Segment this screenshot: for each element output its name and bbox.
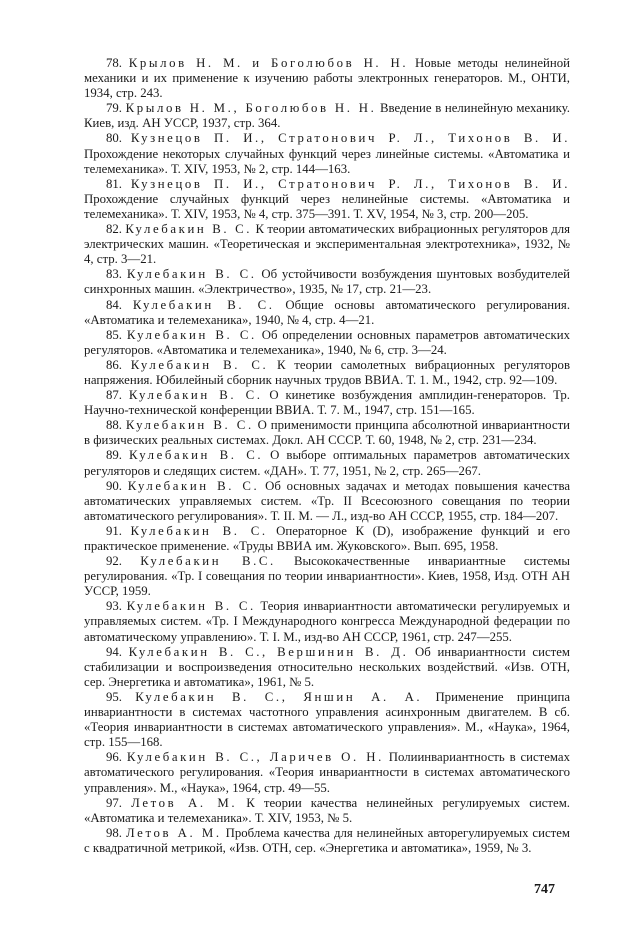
- bibliography-entry: [84, 101, 570, 131]
- bibliography-entry: [84, 388, 570, 418]
- bibliography-entry: [84, 599, 570, 644]
- bibliography-entry: [84, 328, 570, 358]
- bibliography-list: [84, 56, 570, 856]
- entry-text: Прохождение некоторых случайных функций через линейные системы. «Автоматика и телемеханика». Т. XIV, 1953, № 2, стр. 144—163.: [84, 146, 570, 176]
- entry-text: Операторное К (D), изображение функций и его практическое применение. «Труды ВВИА им. Жуковского». Вып. 695, 1958.: [84, 523, 571, 553]
- entry-authors: Кулебакин В. С.: [127, 478, 260, 493]
- bibliography-entry: [84, 131, 570, 176]
- entry-authors: Кулебакин В.С.: [140, 554, 276, 569]
- entry-text: К теории самолетных вибрационных регуляторов напряжения. Юбилейный сборник научных трудов ВВИА. Т. 1. М., 1942, стр. 92—109.: [84, 357, 570, 387]
- entry-number: 82.: [106, 222, 122, 237]
- bibliography-entry: [84, 358, 570, 388]
- entry-authors: Кулебакин В. С.: [128, 388, 263, 403]
- bibliography-entry: [84, 222, 570, 267]
- entry-authors: Крылов Н. М. и Боголюбов Н. Н.: [128, 56, 409, 70]
- entry-authors: Кулебакин В. С., Ларичев О. Н.: [126, 750, 384, 765]
- bibliography-entry: [84, 267, 570, 297]
- bibliography-entry: [84, 298, 570, 328]
- entry-number: 78.: [106, 56, 122, 70]
- entry-text: К теории автоматических вибрационных регуляторов для электрических машин. «Теоретическая и экспериментальная электротехника», 1932, № 4, стр. 3—21.: [84, 222, 570, 267]
- entry-text: О применимости принципа абсолютной инвариантности в физических реальных системах. Докл. АН СССР. Т. 60, 1948, № 2, стр. 231—234.: [84, 418, 571, 448]
- entry-number: 88.: [106, 418, 122, 433]
- entry-authors: Кулебакин В. С.: [125, 222, 253, 237]
- bibliography-entry: [84, 177, 570, 222]
- entry-authors: Летов А. М.: [131, 795, 238, 810]
- entry-number: 86.: [106, 357, 122, 372]
- entry-authors: Кузнецов П. И., Стратонович Р. Л., Тихонов В. И.: [130, 176, 570, 191]
- entry-authors: Кулебакин В. С.: [130, 357, 269, 372]
- entry-number: 95.: [106, 689, 122, 704]
- entry-authors: Кулебакин В. С.: [126, 267, 257, 282]
- bibliography-entry: [84, 418, 570, 448]
- entry-number: 84.: [106, 297, 122, 312]
- bibliography-entry: [84, 690, 570, 750]
- entry-number: 93.: [106, 599, 122, 614]
- entry-number: 94.: [106, 644, 122, 659]
- page-number: 747: [534, 882, 555, 897]
- entry-text: Общие основы автоматического регулирования. «Автоматика и телемеханика», 1940, № 4, стр. 4—21.: [84, 297, 571, 327]
- entry-authors: Крылов Н. М., Боголюбов Н. Н.: [125, 101, 377, 116]
- entry-authors: Кулебакин В. С., Яншин А. А.: [135, 689, 423, 704]
- entry-text: Введение в нелинейную механику. Киев, изд. АН УССР, 1937, стр. 364.: [84, 101, 570, 131]
- entry-text: О выборе оптимальных параметров автоматических регуляторов и следящих систем. «ДАН». Т. 77, 1951, № 2, стр. 265—267.: [84, 448, 570, 478]
- entry-number: 83.: [106, 267, 122, 282]
- entry-text: Полиинвариантность в системах автоматического регулирования. «Теория инвариантности в системах автоматического управления». М., «Наука», 1964, стр. 49—55.: [84, 750, 571, 795]
- bibliography-entry: [84, 554, 570, 599]
- bibliography-entry: [84, 448, 570, 478]
- entry-number: 91.: [106, 523, 122, 538]
- entry-text: Проблема качества для нелинейных авторегулируемых систем с квадратичной метрикой, «Изв. ОТН, сер. «Энергетика и автоматика», 1959, № 3.: [84, 825, 571, 855]
- entry-text: Об устойчивости возбуждения шунтовых возбудителей синхронных машин. «Электричество», 1935, № 17, стр. 21—23.: [84, 267, 570, 297]
- entry-authors: Кулебакин В. С.: [126, 327, 257, 342]
- entry-authors: Кулебакин В. С.: [130, 523, 268, 538]
- bibliography-entry: [84, 645, 570, 690]
- entry-number: 97.: [106, 795, 122, 810]
- entry-authors: Кулебакин В. С., Вершинин В. Д.: [128, 644, 409, 659]
- entry-text: Новые методы нелинейной механики и их применение к изучению работы электронных генераторов. М., ОНТИ, 1934, стр. 243.: [84, 56, 570, 101]
- entry-authors: Кулебакин В. С.: [129, 448, 264, 463]
- entry-authors: Кулебакин В. С.: [126, 599, 256, 614]
- entry-text: Об инвариантности систем стабилизации и воспроизведения относительно нескольких воздействий. «Изв. ОТН, сер. Энергетика и автоматика», 1961, № 5.: [84, 644, 571, 689]
- entry-text: К теории качества нелинейных регулируемых систем. «Автоматика и телемеханика». Т. XIV, 1953, № 5.: [84, 795, 570, 825]
- entry-authors: Кузнецов П. И., Стратонович Р. Л., Тихонов В. И.: [130, 131, 570, 146]
- entry-number: 80.: [106, 131, 122, 146]
- bibliography-entry: [84, 796, 570, 826]
- entry-text: Прохождение случайных функций через нелинейные системы. «Автоматика и телемеханика». Т. XIV, 1953, № 4, стр. 375—391. Т. XV, 1954, № 3, стр. 200—205.: [84, 191, 570, 221]
- entry-text: Применение принципа инвариантности в системах частотного управления асинхронным двигателем. В сб. «Теория инвариантности в системах автоматического управления». М., «Наука», 1964, стр. 155—168.: [84, 689, 571, 750]
- bibliography-entry: [84, 56, 570, 101]
- entry-number: 87.: [106, 388, 122, 403]
- entry-text: Об основных задачах и методах повышения качества автоматических управляемых систем. «Тр. II Всесоюзного совещания по теории автоматического регулирования». Т. II. М. — Л., изд-во АН СССР, 1955, стр. 184—207.: [84, 478, 570, 523]
- entry-number: 89.: [106, 448, 122, 463]
- bibliography-entry: [84, 750, 570, 795]
- entry-number: 92.: [106, 554, 122, 569]
- entry-text: Высококачественные инвариантные системы регулирования. «Тр. I совещания по теории инвариантности». Киев, 1958, Изд. ОТН АН УССР, 1959.: [84, 554, 570, 599]
- bibliography-entry: [84, 524, 570, 554]
- entry-authors: Кулебакин В. С.: [125, 418, 254, 433]
- entry-number: 98.: [106, 825, 122, 840]
- entry-number: 96.: [106, 750, 122, 765]
- bibliography-entry: [84, 826, 570, 856]
- entry-number: 81.: [106, 176, 122, 191]
- entry-authors: Летов А. М.: [125, 825, 222, 840]
- entry-text: О кинетике возбуждения амплидин-генераторов. Тр. Научно-технической конференции ВВИА. Т. 7. М., 1947, стр. 151—165.: [84, 388, 571, 418]
- bibliography-entry: [84, 479, 570, 524]
- entry-number: 79.: [106, 101, 122, 116]
- entry-number: 85.: [106, 327, 122, 342]
- entry-number: 90.: [106, 478, 122, 493]
- entry-text: Об определении основных параметров автоматических регуляторов. «Автоматика и телемеханика», 1940, № 6, стр. 3—24.: [84, 327, 570, 357]
- entry-authors: Кулебакин В. С.: [132, 297, 275, 312]
- entry-text: Теория инвариантности автоматически регулируемых и управляемых систем. «Тр. I Международного конгресса Международной федерации по автоматическому управлению». Т. I. М., изд-во АН СССР, 1961, стр. 247—255.: [84, 599, 571, 644]
